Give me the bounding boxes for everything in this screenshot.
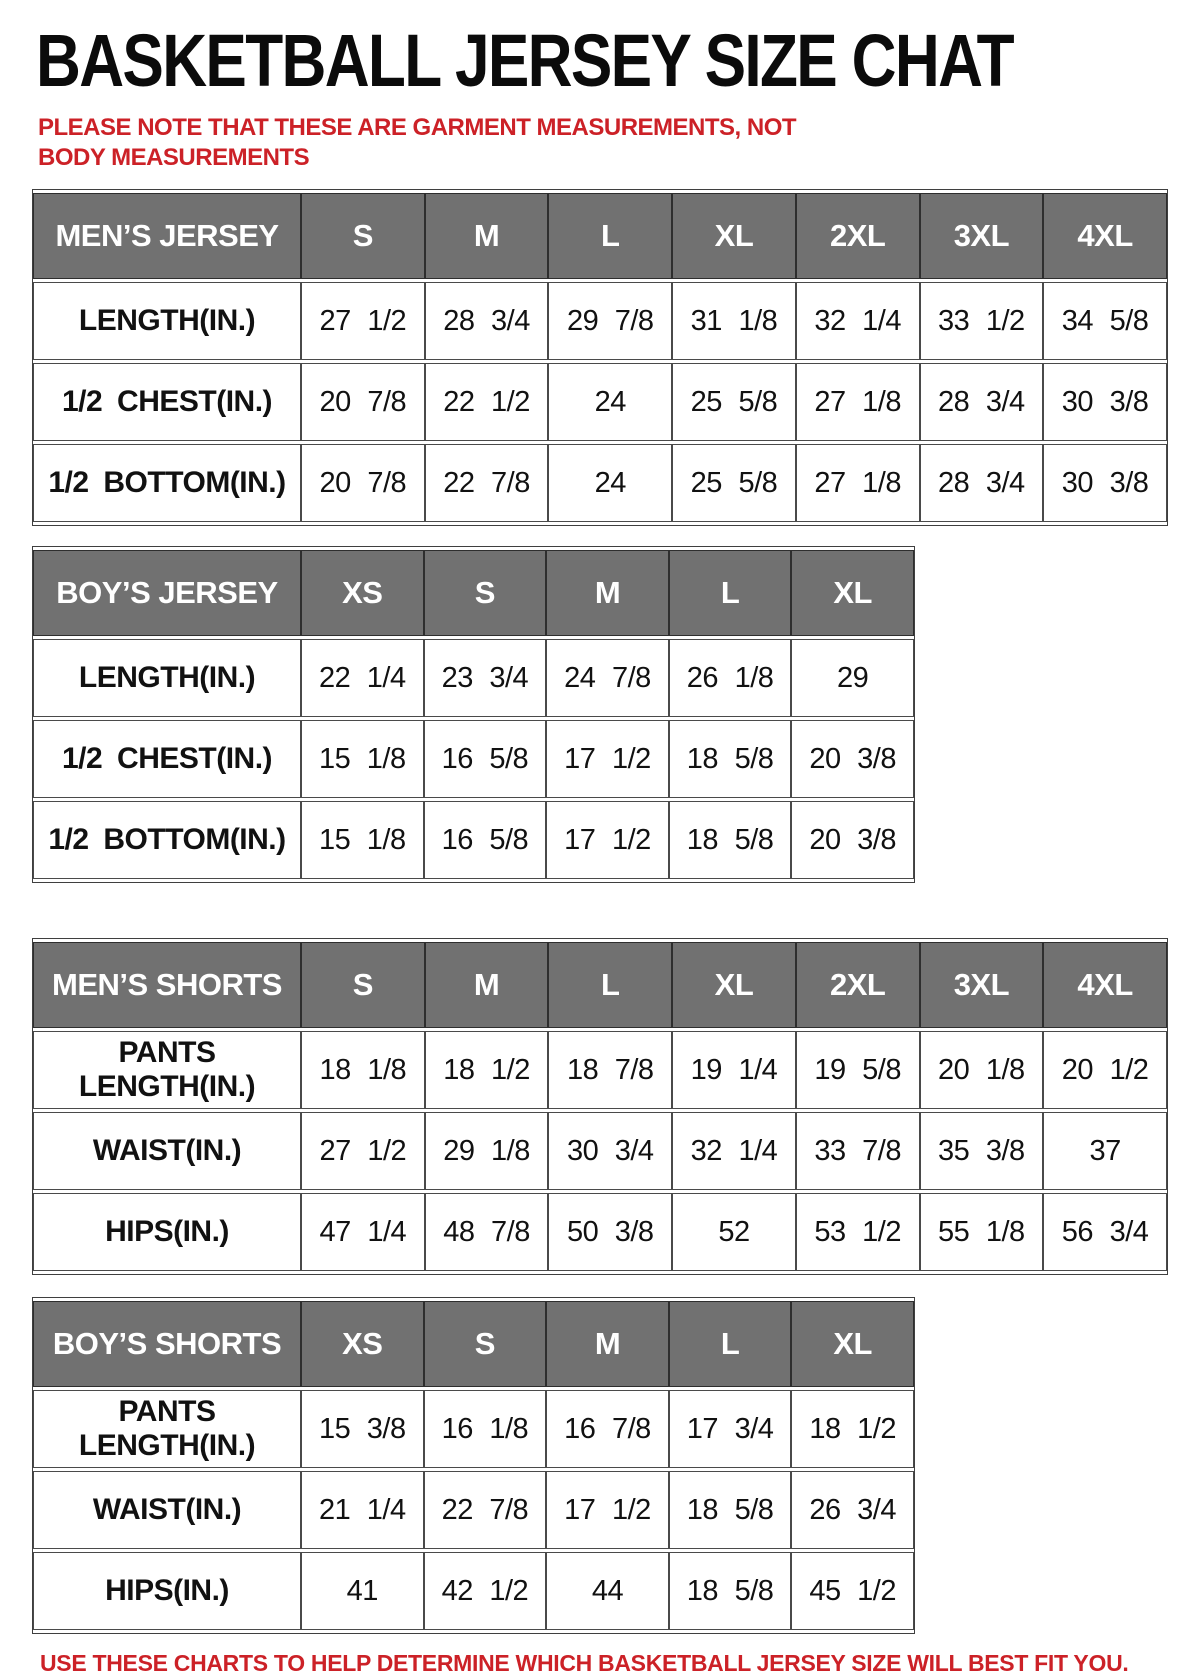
size-value-cell: 55 1/8: [920, 1193, 1044, 1271]
size-header-cell: 3XL: [920, 193, 1044, 279]
size-value-cell: 24: [548, 444, 672, 522]
size-header-cell: S: [424, 1301, 547, 1387]
size-value-cell: 35 3/8: [920, 1112, 1044, 1190]
size-value-cell: 26 1/8: [669, 639, 792, 717]
row-label-cell: WAIST(IN.): [33, 1112, 301, 1190]
table-row: [33, 444, 1167, 522]
size-header-cell: S: [301, 942, 425, 1028]
size-value-cell: 34 5/8: [1043, 282, 1167, 360]
size-value-cell: 27 1/8: [796, 444, 920, 522]
table-row: [33, 1390, 914, 1468]
table-row: [33, 801, 914, 879]
size-value-cell: 50 3/8: [548, 1193, 672, 1271]
size-header-cell: S: [301, 193, 425, 279]
table-row: [33, 720, 914, 798]
size-value-cell: 24: [548, 363, 672, 441]
size-header-cell: L: [548, 942, 672, 1028]
size-value-cell: 17 1/2: [546, 720, 669, 798]
size-header-cell: L: [669, 550, 792, 636]
size-header-cell: S: [424, 550, 547, 636]
size-header-cell: M: [546, 550, 669, 636]
size-value-cell: 19 5/8: [796, 1031, 920, 1109]
size-header-cell: L: [669, 1301, 792, 1387]
size-value-cell: 17 1/2: [546, 1471, 669, 1549]
mens-shorts-table: [32, 938, 1168, 1275]
size-value-cell: 48 7/8: [425, 1193, 549, 1271]
size-value-cell: 16 5/8: [424, 801, 547, 879]
row-label-cell: HIPS(IN.): [33, 1193, 301, 1271]
table-row: [33, 363, 1167, 441]
size-header-cell: M: [546, 1301, 669, 1387]
table-row: [33, 1112, 1167, 1190]
table-row: [33, 1193, 1167, 1271]
row-label-cell: 1/2 BOTTOM(IN.): [33, 801, 301, 879]
mens-shorts-title-cell: MEN’S SHORTS: [33, 942, 301, 1028]
size-header-cell: XL: [791, 550, 914, 636]
size-value-cell: 29: [791, 639, 914, 717]
size-value-cell: 24 7/8: [546, 639, 669, 717]
size-header-cell: XS: [301, 550, 424, 636]
size-value-cell: 22 1/2: [425, 363, 549, 441]
size-value-cell: 28 3/4: [425, 282, 549, 360]
size-value-cell: 17 1/2: [546, 801, 669, 879]
table-row: [33, 1471, 914, 1549]
size-value-cell: 33 7/8: [796, 1112, 920, 1190]
mens-jersey-title-cell: MEN’S JERSEY: [33, 193, 301, 279]
size-value-cell: 22 7/8: [425, 444, 549, 522]
size-header-cell: XS: [301, 1301, 424, 1387]
size-value-cell: 45 1/2: [791, 1552, 914, 1630]
header-row: [33, 1301, 914, 1387]
size-value-cell: 15 3/8: [301, 1390, 424, 1468]
size-value-cell: 27 1/2: [301, 282, 425, 360]
size-value-cell: 44: [546, 1552, 669, 1630]
row-label-cell: PANTS LENGTH(IN.): [33, 1390, 301, 1468]
row-label-cell: 1/2 BOTTOM(IN.): [33, 444, 301, 522]
size-value-cell: 30 3/8: [1043, 363, 1167, 441]
size-value-cell: 18 1/2: [425, 1031, 549, 1109]
size-header-cell: M: [425, 193, 549, 279]
size-value-cell: 20 7/8: [301, 444, 425, 522]
size-value-cell: 21 1/4: [301, 1471, 424, 1549]
size-value-cell: 29 1/8: [425, 1112, 549, 1190]
size-value-cell: 26 3/4: [791, 1471, 914, 1549]
size-value-cell: 42 1/2: [424, 1552, 547, 1630]
size-value-cell: 28 3/4: [920, 444, 1044, 522]
header-row: [33, 193, 1167, 279]
row-label-cell: HIPS(IN.): [33, 1552, 301, 1630]
header-row: [33, 550, 914, 636]
size-value-cell: 32 1/4: [672, 1112, 796, 1190]
size-header-cell: 3XL: [920, 942, 1044, 1028]
table-row: [33, 1031, 1167, 1109]
size-value-cell: 16 7/8: [546, 1390, 669, 1468]
row-label-cell: LENGTH(IN.): [33, 282, 301, 360]
size-value-cell: 22 1/4: [301, 639, 424, 717]
row-label-cell: 1/2 CHEST(IN.): [33, 363, 301, 441]
size-value-cell: 33 1/2: [920, 282, 1044, 360]
row-label-cell: WAIST(IN.): [33, 1471, 301, 1549]
size-value-cell: 47 1/4: [301, 1193, 425, 1271]
size-value-cell: 18 1/2: [791, 1390, 914, 1468]
size-value-cell: 28 3/4: [920, 363, 1044, 441]
size-value-cell: 18 5/8: [669, 1552, 792, 1630]
size-header-cell: 4XL: [1043, 942, 1167, 1028]
size-value-cell: 20 3/8: [791, 801, 914, 879]
size-value-cell: 41: [301, 1552, 424, 1630]
size-value-cell: 18 5/8: [669, 720, 792, 798]
size-value-cell: 18 5/8: [669, 1471, 792, 1549]
size-value-cell: 30 3/4: [548, 1112, 672, 1190]
size-value-cell: 32 1/4: [796, 282, 920, 360]
size-header-cell: L: [548, 193, 672, 279]
table-row: [33, 639, 914, 717]
size-value-cell: 56 3/4: [1043, 1193, 1167, 1271]
size-value-cell: 29 7/8: [548, 282, 672, 360]
boys-jersey-title-cell: BOY’S JERSEY: [33, 550, 301, 636]
size-value-cell: 22 7/8: [424, 1471, 547, 1549]
size-value-cell: 27 1/8: [796, 363, 920, 441]
size-header-cell: XL: [672, 193, 796, 279]
size-header-cell: M: [425, 942, 549, 1028]
size-header-cell: XL: [791, 1301, 914, 1387]
size-value-cell: 19 1/4: [672, 1031, 796, 1109]
size-value-cell: 17 3/4: [669, 1390, 792, 1468]
size-value-cell: 16 1/8: [424, 1390, 547, 1468]
size-value-cell: 20 1/8: [920, 1031, 1044, 1109]
footer-note: USE THESE CHARTS TO HELP DETERMINE WHICH BASKETBALL JERSEY SIZE WILL BEST FIT YOU.: [40, 1650, 1129, 1676]
size-value-cell: 20 1/2: [1043, 1031, 1167, 1109]
row-label-cell: 1/2 CHEST(IN.): [33, 720, 301, 798]
size-value-cell: 37: [1043, 1112, 1167, 1190]
garment-measurements-note: PLEASE NOTE THAT THESE ARE GARMENT MEASUREMENTS, NOT BODY MEASUREMENTS: [38, 114, 797, 171]
size-value-cell: 23 3/4: [424, 639, 547, 717]
size-header-cell: XL: [672, 942, 796, 1028]
header-row: [33, 942, 1167, 1028]
size-header-cell: 2XL: [796, 193, 920, 279]
size-value-cell: 20 3/8: [791, 720, 914, 798]
size-value-cell: 15 1/8: [301, 801, 424, 879]
mens-jersey-table: [32, 189, 1168, 526]
size-header-cell: 4XL: [1043, 193, 1167, 279]
size-value-cell: 16 5/8: [424, 720, 547, 798]
table-row: [33, 1552, 914, 1630]
size-value-cell: 18 7/8: [548, 1031, 672, 1109]
size-header-cell: 2XL: [796, 942, 920, 1028]
table-row: [33, 282, 1167, 360]
row-label-cell: PANTS LENGTH(IN.): [33, 1031, 301, 1109]
size-value-cell: 31 1/8: [672, 282, 796, 360]
size-value-cell: 15 1/8: [301, 720, 424, 798]
boys-shorts-table: [32, 1297, 915, 1634]
row-label-cell: LENGTH(IN.): [33, 639, 301, 717]
size-value-cell: 30 3/8: [1043, 444, 1167, 522]
size-value-cell: 53 1/2: [796, 1193, 920, 1271]
size-value-cell: 20 7/8: [301, 363, 425, 441]
size-value-cell: 18 1/8: [301, 1031, 425, 1109]
size-value-cell: 27 1/2: [301, 1112, 425, 1190]
size-tables-container: [32, 189, 1200, 1634]
size-value-cell: 18 5/8: [669, 801, 792, 879]
page-title: BASKETBALL JERSEY SIZE CHAT: [36, 19, 1013, 102]
size-value-cell: 25 5/8: [672, 363, 796, 441]
size-value-cell: 52: [672, 1193, 796, 1271]
boys-shorts-title-cell: BOY’S SHORTS: [33, 1301, 301, 1387]
boys-jersey-table: [32, 546, 915, 883]
size-value-cell: 25 5/8: [672, 444, 796, 522]
